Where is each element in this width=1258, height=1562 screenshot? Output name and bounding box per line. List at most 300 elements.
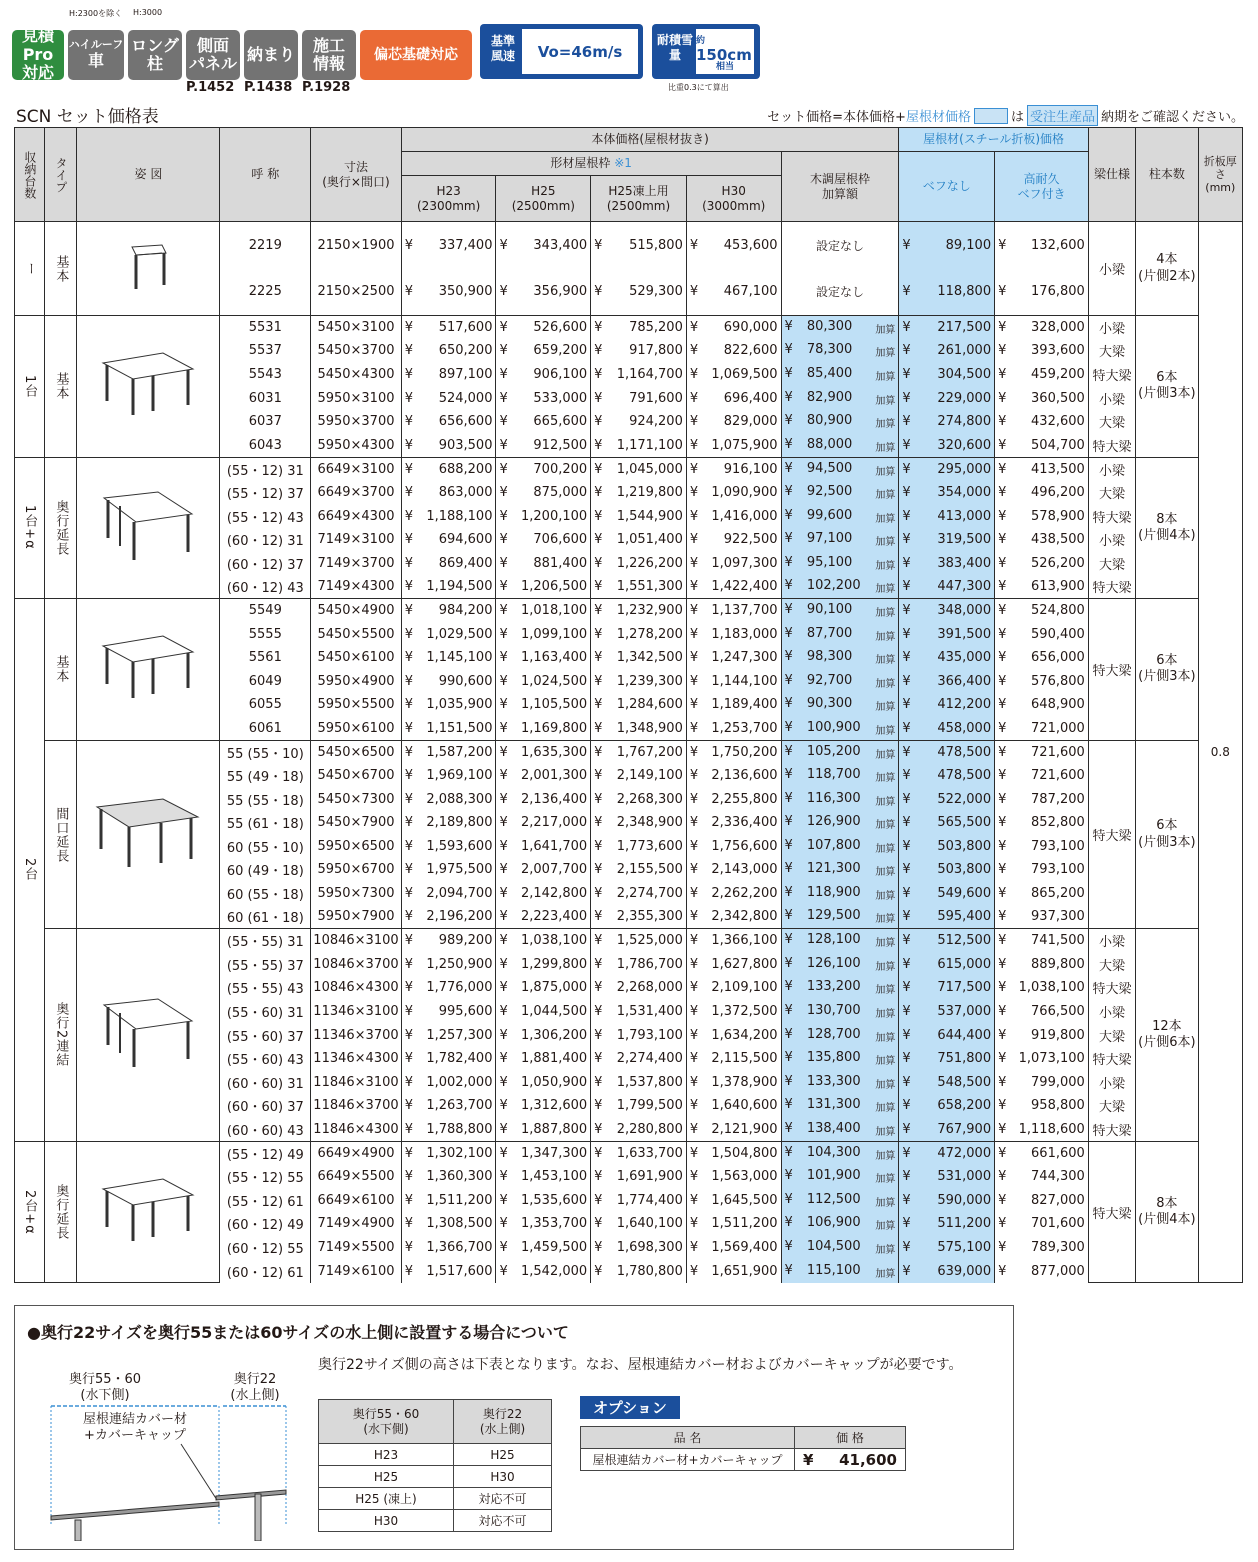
- code-cell: 5531: [220, 316, 311, 340]
- col-wood-frame: 木調屋根枠 加算額: [781, 152, 899, 222]
- code-cell: (55・55) 37: [220, 953, 311, 977]
- price-h23: ¥ 2,088,300: [401, 787, 496, 811]
- bevel-cell: ¥ 799,000: [995, 1071, 1089, 1095]
- bevel-cell: ¥ 793,100: [995, 858, 1089, 882]
- col-bevel: 高耐久 ベフ付き: [995, 152, 1089, 222]
- wood-frame-cell: ¥ 102,200 加算: [781, 575, 899, 599]
- badge-sekou-info[interactable]: 施工 情報: [302, 30, 356, 80]
- wood-frame-cell: ¥ 105,200 加算: [781, 740, 899, 764]
- price-h23: ¥ 1,788,800: [401, 1118, 496, 1142]
- code-cell: 60 (55・18): [220, 882, 311, 906]
- no-bevel-cell: ¥ 531,000: [899, 1165, 995, 1189]
- diag-left-sub: (水下側): [80, 1388, 130, 1403]
- price-h30: ¥ 829,000: [686, 410, 781, 434]
- bevel-cell: ¥ 766,500: [995, 1000, 1089, 1024]
- col-beam: 梁仕様: [1088, 128, 1135, 222]
- roof-connection-diagram: [31, 1366, 303, 1541]
- wood-frame-cell: ¥ 129,500 加算: [781, 905, 899, 929]
- bevel-cell: ¥ 744,300: [995, 1165, 1089, 1189]
- price-h30: ¥ 1,097,300: [686, 551, 781, 575]
- beam-cell: 特大梁: [1088, 363, 1135, 387]
- price-h30: ¥ 1,634,200: [686, 1023, 781, 1047]
- code-cell: (60・12) 31: [220, 528, 311, 552]
- dim-cell: 5450×7900: [311, 811, 402, 835]
- beam-cell: 特大梁: [1088, 575, 1135, 599]
- posts-cell: 4本 (片側2本): [1136, 222, 1198, 316]
- legend: セット価格=本体価格+ 屋根材価格 は 受注生産品 納期をご確認ください。: [767, 105, 1244, 126]
- dim-cell: 5950×4300: [311, 433, 402, 457]
- beam-cell: 特大梁: [1088, 599, 1135, 741]
- price-h23: ¥ 1,257,300: [401, 1023, 496, 1047]
- no-bevel-cell: ¥ 478,500: [899, 740, 995, 764]
- code-cell: 60 (55・10): [220, 835, 311, 859]
- bevel-cell: ¥ 1,073,100: [995, 1047, 1089, 1071]
- dim-cell: 6649×6100: [311, 1188, 402, 1212]
- dim-cell: 5950×6500: [311, 835, 402, 859]
- dim-cell: 7149×6100: [311, 1259, 402, 1283]
- code-cell: 2225: [220, 269, 311, 316]
- price-h25s: ¥ 2,268,300: [591, 787, 687, 811]
- no-bevel-cell: ¥ 89,100: [899, 222, 995, 269]
- bevel-cell: ¥ 877,000: [995, 1259, 1089, 1283]
- price-h30: ¥ 467,100: [686, 269, 781, 316]
- beam-cell: 大梁: [1088, 339, 1135, 363]
- price-h30: ¥ 2,121,900: [686, 1118, 781, 1142]
- price-h25: ¥ 1,038,100: [496, 929, 591, 953]
- price-h30: ¥ 2,262,200: [686, 882, 781, 906]
- price-h30: ¥ 1,569,400: [686, 1236, 781, 1260]
- price-h25s: ¥ 1,525,000: [591, 929, 687, 953]
- price-h23: ¥ 517,600: [401, 316, 496, 340]
- bevel-cell: ¥ 721,000: [995, 717, 1089, 741]
- code-cell: 5561: [220, 646, 311, 670]
- no-bevel-cell: ¥ 565,500: [899, 811, 995, 835]
- price-h25s: ¥ 1,342,500: [591, 646, 687, 670]
- price-h23: ¥ 656,600: [401, 410, 496, 434]
- col-figure: 姿 図: [77, 128, 220, 222]
- dim-cell: 10846×3700: [311, 953, 402, 977]
- wood-frame-cell: ¥ 80,900 加算: [781, 410, 899, 434]
- price-h23: ¥ 1,776,000: [401, 976, 496, 1000]
- price-h25: ¥ 526,600: [496, 316, 591, 340]
- dim-cell: 7149×4300: [311, 575, 402, 599]
- no-bevel-cell: ¥ 639,000: [899, 1259, 995, 1283]
- price-h30: ¥ 1,144,100: [686, 669, 781, 693]
- price-h30: ¥ 922,500: [686, 528, 781, 552]
- price-h25s: ¥ 1,793,100: [591, 1023, 687, 1047]
- price-h25s: ¥ 2,155,500: [591, 858, 687, 882]
- bevel-cell: ¥ 578,900: [995, 504, 1089, 528]
- price-h23: ¥ 1,188,100: [401, 504, 496, 528]
- price-h25s: ¥ 1,544,900: [591, 504, 687, 528]
- price-h23: ¥ 1,782,400: [401, 1047, 496, 1071]
- wood-frame-cell: ¥ 104,300 加算: [781, 1141, 899, 1165]
- price-h23: ¥ 688,200: [401, 457, 496, 481]
- price-h25: ¥ 1,887,800: [496, 1118, 591, 1142]
- title-row: [14, 102, 1244, 127]
- posts-cell: 6本 (片側3本): [1136, 599, 1198, 741]
- no-bevel-cell: ¥ 319,500: [899, 528, 995, 552]
- wood-frame-cell: ¥ 78,300 加算: [781, 339, 899, 363]
- code-cell: 60 (61・18): [220, 905, 311, 929]
- badge-eccentric-foundation[interactable]: 偏芯基礎対応: [360, 30, 472, 80]
- price-h25: ¥ 2,007,700: [496, 858, 591, 882]
- price-h25: ¥ 1,050,900: [496, 1071, 591, 1095]
- wood-frame-cell: ¥ 128,700 加算: [781, 1023, 899, 1047]
- code-cell: 2219: [220, 222, 311, 269]
- no-bevel-cell: ¥ 717,500: [899, 976, 995, 1000]
- col-dim: 寸法 (奥行×間口): [311, 128, 402, 222]
- code-cell: (60・60) 31: [220, 1071, 311, 1095]
- price-h23: ¥ 984,200: [401, 599, 496, 623]
- col-frame: 形材屋根枠 ※1: [401, 152, 781, 176]
- height-row: H30 対応不可: [319, 1510, 552, 1532]
- price-h30: ¥ 2,115,500: [686, 1047, 781, 1071]
- height-row: H23 H25: [319, 1444, 552, 1466]
- no-bevel-cell: ¥ 590,000: [899, 1188, 995, 1212]
- price-h30: ¥ 1,422,400: [686, 575, 781, 599]
- bevel-cell: ¥ 526,200: [995, 551, 1089, 575]
- no-bevel-cell: ¥ 511,200: [899, 1212, 995, 1236]
- price-h23: ¥ 694,600: [401, 528, 496, 552]
- wood-frame-cell: ¥ 126,900 加算: [781, 811, 899, 835]
- diag-left-top: 奥行55・60: [68, 1372, 142, 1387]
- bevel-cell: ¥ 176,800: [995, 269, 1089, 316]
- price-h30: ¥ 1,253,700: [686, 717, 781, 741]
- table-row: [15, 599, 1243, 623]
- bevel-cell: ¥ 787,200: [995, 787, 1089, 811]
- storage-cell: 1台: [15, 316, 45, 458]
- dim-cell: 11346×3700: [311, 1023, 402, 1047]
- beam-cell: 特大梁: [1088, 1047, 1135, 1071]
- no-bevel-cell: ¥ 261,000: [899, 339, 995, 363]
- price-h30: ¥ 1,372,500: [686, 1000, 781, 1024]
- col-name: 呼 称: [220, 128, 311, 222]
- price-h30: ¥ 2,143,000: [686, 858, 781, 882]
- wood-frame-cell: ¥ 133,300 加算: [781, 1071, 899, 1095]
- price-h25: ¥ 2,136,400: [496, 787, 591, 811]
- code-cell: (60・12) 61: [220, 1259, 311, 1283]
- made-to-order-swatch: [974, 108, 1008, 124]
- bevel-cell: ¥ 360,500: [995, 386, 1089, 410]
- price-h25: ¥ 1,200,100: [496, 504, 591, 528]
- snow-note: 比重0.3にて算出: [668, 83, 729, 92]
- table-row: [15, 740, 1243, 764]
- code-cell: 5549: [220, 599, 311, 623]
- code-cell: 5543: [220, 363, 311, 387]
- dim-cell: 10846×4300: [311, 976, 402, 1000]
- price-h25: ¥ 906,100: [496, 363, 591, 387]
- no-bevel-cell: ¥ 366,400: [899, 669, 995, 693]
- price-h23: ¥ 1,250,900: [401, 953, 496, 977]
- beam-cell: 特大梁: [1088, 740, 1135, 929]
- badge-side-panel[interactable]: 側面 パネル: [186, 30, 240, 80]
- price-h30: ¥ 2,336,400: [686, 811, 781, 835]
- col-no-bevel: ベフなし: [899, 152, 995, 222]
- posts-cell: 12本 (片側6本): [1136, 929, 1198, 1141]
- wood-frame-cell: ¥ 112,500 加算: [781, 1188, 899, 1212]
- price-h25: ¥ 1,542,000: [496, 1259, 591, 1283]
- dim-cell: 5950×7300: [311, 882, 402, 906]
- wind-speed-badge: 基準 風速 Vo=46m/s: [480, 24, 643, 79]
- bevel-cell: ¥ 459,200: [995, 363, 1089, 387]
- wood-frame-cell: ¥ 90,100 加算: [781, 599, 899, 623]
- no-bevel-cell: ¥ 412,200: [899, 693, 995, 717]
- bevel-cell: ¥ 648,900: [995, 693, 1089, 717]
- dim-cell: 5950×6700: [311, 858, 402, 882]
- price-h25s: ¥ 1,051,400: [591, 528, 687, 552]
- bevel-cell: ¥ 721,600: [995, 764, 1089, 788]
- wood-frame-cell: ¥ 85,400 加算: [781, 363, 899, 387]
- price-h23: ¥ 903,500: [401, 433, 496, 457]
- price-h25: ¥ 1,459,500: [496, 1236, 591, 1260]
- bevel-cell: ¥ 504,700: [995, 433, 1089, 457]
- price-h25: ¥ 1,206,500: [496, 575, 591, 599]
- height-row: H25 H30: [319, 1466, 552, 1488]
- no-bevel-cell: ¥ 512,500: [899, 929, 995, 953]
- bevel-cell: ¥ 721,600: [995, 740, 1089, 764]
- table-row: [15, 929, 1243, 953]
- bevel-cell: ¥ 958,800: [995, 1094, 1089, 1118]
- no-bevel-cell: ¥ 615,000: [899, 953, 995, 977]
- no-bevel-cell: ¥ 503,800: [899, 858, 995, 882]
- price-h23: ¥ 1,360,300: [401, 1165, 496, 1189]
- price-h30: ¥ 1,645,500: [686, 1188, 781, 1212]
- wood-frame-cell: ¥ 106,900 加算: [781, 1212, 899, 1236]
- wood-frame-cell: ¥ 101,900 加算: [781, 1165, 899, 1189]
- price-h30: ¥ 1,069,500: [686, 363, 781, 387]
- col-storage: 収納台数: [15, 128, 45, 222]
- beam-cell: 大梁: [1088, 481, 1135, 505]
- bevel-cell: ¥ 1,038,100: [995, 976, 1089, 1000]
- price-h25s: ¥ 917,800: [591, 339, 687, 363]
- dim-cell: 5950×7900: [311, 905, 402, 929]
- col-h25-frost: H25凍上用 (2500mm): [591, 176, 687, 222]
- badge-long-post[interactable]: ロング 柱: [128, 30, 182, 80]
- note-h2300: H:2300を除く: [69, 9, 123, 18]
- height-table: 奥行55・60 (水下側) 奥行22 (水上側) H23 H25 H25 H30 H25 (凍上) 対応不可 H30 対応不可: [318, 1399, 552, 1532]
- price-h25s: ¥ 515,800: [591, 222, 687, 269]
- price-h25: ¥ 659,200: [496, 339, 591, 363]
- price-h25s: ¥ 1,633,700: [591, 1141, 687, 1165]
- bevel-cell: ¥ 661,600: [995, 1141, 1089, 1165]
- dim-cell: 2150×1900: [311, 222, 402, 269]
- dim-cell: 7149×3100: [311, 528, 402, 552]
- no-bevel-cell: ¥ 304,500: [899, 363, 995, 387]
- diag-right-top: 奥行22: [233, 1372, 277, 1387]
- code-cell: (55・12) 55: [220, 1165, 311, 1189]
- price-h30: ¥ 1,750,200: [686, 740, 781, 764]
- bevel-cell: ¥ 919,800: [995, 1023, 1089, 1047]
- page-title: SCN セット価格表: [16, 107, 159, 127]
- code-cell: 6055: [220, 693, 311, 717]
- option-row: 屋根連結カバー材+カバーキャップ ¥ 41,600: [581, 1449, 906, 1471]
- price-h25s: ¥ 1,226,200: [591, 551, 687, 575]
- price-h23: ¥ 1,263,700: [401, 1094, 496, 1118]
- price-h25s: ¥ 1,531,400: [591, 1000, 687, 1024]
- col-h30: H30 (3000mm): [686, 176, 781, 222]
- price-h25: ¥ 2,142,800: [496, 882, 591, 906]
- price-h30: ¥ 1,247,300: [686, 646, 781, 670]
- col-body-price: 本体価格(屋根材抜き): [401, 128, 899, 152]
- bevel-cell: ¥ 393,600: [995, 339, 1089, 363]
- beam-cell: 小梁: [1088, 386, 1135, 410]
- beam-cell: 大梁: [1088, 410, 1135, 434]
- price-h23: ¥ 337,400: [401, 222, 496, 269]
- no-bevel-cell: ¥ 522,000: [899, 787, 995, 811]
- price-h25s: ¥ 924,200: [591, 410, 687, 434]
- wood-frame-cell: ¥ 80,300 加算: [781, 316, 899, 340]
- price-h23: ¥ 1,969,100: [401, 764, 496, 788]
- price-h25: ¥ 1,169,800: [496, 717, 591, 741]
- no-bevel-cell: ¥ 548,500: [899, 1071, 995, 1095]
- price-h23: ¥ 650,200: [401, 339, 496, 363]
- price-h25s: ¥ 2,355,300: [591, 905, 687, 929]
- price-h25: ¥ 1,163,400: [496, 646, 591, 670]
- wood-frame-cell: ¥ 128,100 加算: [781, 929, 899, 953]
- badge-mitsumori-pro[interactable]: 見積Pro 対応: [12, 30, 64, 80]
- price-h25s: ¥ 2,274,700: [591, 882, 687, 906]
- wood-frame-cell: ¥ 100,900 加算: [781, 717, 899, 741]
- price-table: [14, 127, 1243, 1283]
- wood-frame-cell: ¥ 94,500 加算: [781, 457, 899, 481]
- badge-osamari[interactable]: 納まり: [244, 30, 298, 80]
- wood-frame-cell: 設定なし: [781, 269, 899, 316]
- wood-frame-cell: ¥ 92,700 加算: [781, 669, 899, 693]
- posts-cell: 6本 (片側3本): [1136, 740, 1198, 929]
- wood-frame-cell: ¥ 107,800 加算: [781, 835, 899, 859]
- price-h25s: ¥ 1,640,100: [591, 1212, 687, 1236]
- figure-cell: [77, 599, 220, 741]
- bevel-cell: ¥ 852,800: [995, 811, 1089, 835]
- bevel-cell: ¥ 865,200: [995, 882, 1089, 906]
- price-h25s: ¥ 2,348,900: [591, 811, 687, 835]
- price-h30: ¥ 1,378,900: [686, 1071, 781, 1095]
- price-h25s: ¥ 1,799,500: [591, 1094, 687, 1118]
- price-h25: ¥ 1,299,800: [496, 953, 591, 977]
- dim-cell: 5450×4900: [311, 599, 402, 623]
- price-h23: ¥ 2,094,700: [401, 882, 496, 906]
- bevel-cell: ¥ 438,500: [995, 528, 1089, 552]
- code-cell: 6031: [220, 386, 311, 410]
- dim-cell: 5950×3100: [311, 386, 402, 410]
- dim-cell: 11846×3700: [311, 1094, 402, 1118]
- price-h25s: ¥ 529,300: [591, 269, 687, 316]
- thickness-cell: 0.8: [1198, 222, 1242, 1283]
- wood-frame-cell: ¥ 116,300 加算: [781, 787, 899, 811]
- price-h25: ¥ 706,600: [496, 528, 591, 552]
- col-type: タイプ: [45, 128, 77, 222]
- code-cell: 6061: [220, 717, 311, 741]
- type-cell: 奥行2連結: [45, 929, 77, 1141]
- price-h23: ¥ 990,600: [401, 669, 496, 693]
- price-h25s: ¥ 1,219,800: [591, 481, 687, 505]
- code-cell: 55 (49・18): [220, 764, 311, 788]
- dim-cell: 2150×2500: [311, 269, 402, 316]
- price-h25s: ¥ 1,774,400: [591, 1188, 687, 1212]
- beam-cell: 小梁: [1088, 222, 1135, 316]
- posts-cell: 8本 (片側4本): [1136, 457, 1198, 599]
- no-bevel-cell: ¥ 274,800: [899, 410, 995, 434]
- col-h23: H23 (2300mm): [401, 176, 496, 222]
- price-h25: ¥ 1,347,300: [496, 1141, 591, 1165]
- price-h23: ¥ 1,029,500: [401, 622, 496, 646]
- height-row: H25 (凍上) 対応不可: [319, 1488, 552, 1510]
- price-h25: ¥ 2,217,000: [496, 811, 591, 835]
- price-h30: ¥ 1,416,000: [686, 504, 781, 528]
- price-h25s: ¥ 785,200: [591, 316, 687, 340]
- wood-frame-cell: ¥ 99,600 加算: [781, 504, 899, 528]
- diag-right-sub: (水上側): [230, 1388, 280, 1403]
- page-ref-2[interactable]: P.1438: [244, 80, 293, 95]
- price-h25s: ¥ 1,698,300: [591, 1236, 687, 1260]
- code-cell: 6049: [220, 669, 311, 693]
- price-h30: ¥ 453,600: [686, 222, 781, 269]
- price-h25s: ¥ 1,780,800: [591, 1259, 687, 1283]
- code-cell: 6037: [220, 410, 311, 434]
- wood-frame-cell: ¥ 88,000 加算: [781, 433, 899, 457]
- code-cell: 60 (49・18): [220, 858, 311, 882]
- wood-frame-cell: ¥ 121,300 加算: [781, 858, 899, 882]
- price-h25s: ¥ 2,268,000: [591, 976, 687, 1000]
- dim-cell: 5950×4900: [311, 669, 402, 693]
- price-h25s: ¥ 1,171,100: [591, 433, 687, 457]
- wood-frame-cell: ¥ 92,500 加算: [781, 481, 899, 505]
- note-h3000: H:3000: [133, 8, 163, 17]
- beam-cell: 小梁: [1088, 1071, 1135, 1095]
- bevel-cell: ¥ 701,600: [995, 1212, 1089, 1236]
- price-h30: ¥ 1,627,800: [686, 953, 781, 977]
- price-h23: ¥ 1,002,000: [401, 1071, 496, 1095]
- price-h25s: ¥ 2,274,400: [591, 1047, 687, 1071]
- price-h25: ¥ 700,200: [496, 457, 591, 481]
- bevel-cell: ¥ 937,300: [995, 905, 1089, 929]
- table-row: [15, 1141, 1243, 1165]
- price-h30: ¥ 1,183,000: [686, 622, 781, 646]
- code-cell: 6043: [220, 433, 311, 457]
- price-h30: ¥ 1,563,000: [686, 1165, 781, 1189]
- code-cell: (60・60) 43: [220, 1118, 311, 1142]
- bevel-cell: ¥ 132,600: [995, 222, 1089, 269]
- price-h23: ¥ 2,189,800: [401, 811, 496, 835]
- code-cell: 55 (55・10): [220, 740, 311, 764]
- storage-cell: 2台: [15, 599, 45, 1142]
- type-cell: 奥行延長: [45, 1141, 77, 1283]
- bevel-cell: ¥ 576,800: [995, 669, 1089, 693]
- wood-frame-cell: 設定なし: [781, 222, 899, 269]
- price-h25s: ¥ 1,767,200: [591, 740, 687, 764]
- bevel-cell: ¥ 590,400: [995, 622, 1089, 646]
- snow-load-badge: 耐積雪 量 約150cm 相当: [652, 24, 760, 79]
- storage-cell: 1台+α: [15, 457, 45, 599]
- beam-cell: 小梁: [1088, 528, 1135, 552]
- price-h23: ¥ 1,151,500: [401, 717, 496, 741]
- figure-cell: [77, 1141, 220, 1283]
- page-ref-1[interactable]: P.1452: [186, 80, 235, 95]
- price-h30: ¥ 1,366,100: [686, 929, 781, 953]
- code-cell: (55・55) 43: [220, 976, 311, 1000]
- wood-frame-cell: ¥ 115,100 加算: [781, 1259, 899, 1283]
- page-ref-3[interactable]: P.1928: [302, 80, 351, 95]
- price-h25: ¥ 1,105,500: [496, 693, 591, 717]
- badge-high-roof[interactable]: ハイルーフ 車: [68, 30, 124, 80]
- price-h23: ¥ 1,145,100: [401, 646, 496, 670]
- bevel-cell: ¥ 789,300: [995, 1236, 1089, 1260]
- diag-callout-1: 屋根連結カバー材: [82, 1412, 188, 1427]
- price-h25s: ¥ 791,600: [591, 386, 687, 410]
- price-h25: ¥ 1,306,200: [496, 1023, 591, 1047]
- price-h23: ¥ 1,975,500: [401, 858, 496, 882]
